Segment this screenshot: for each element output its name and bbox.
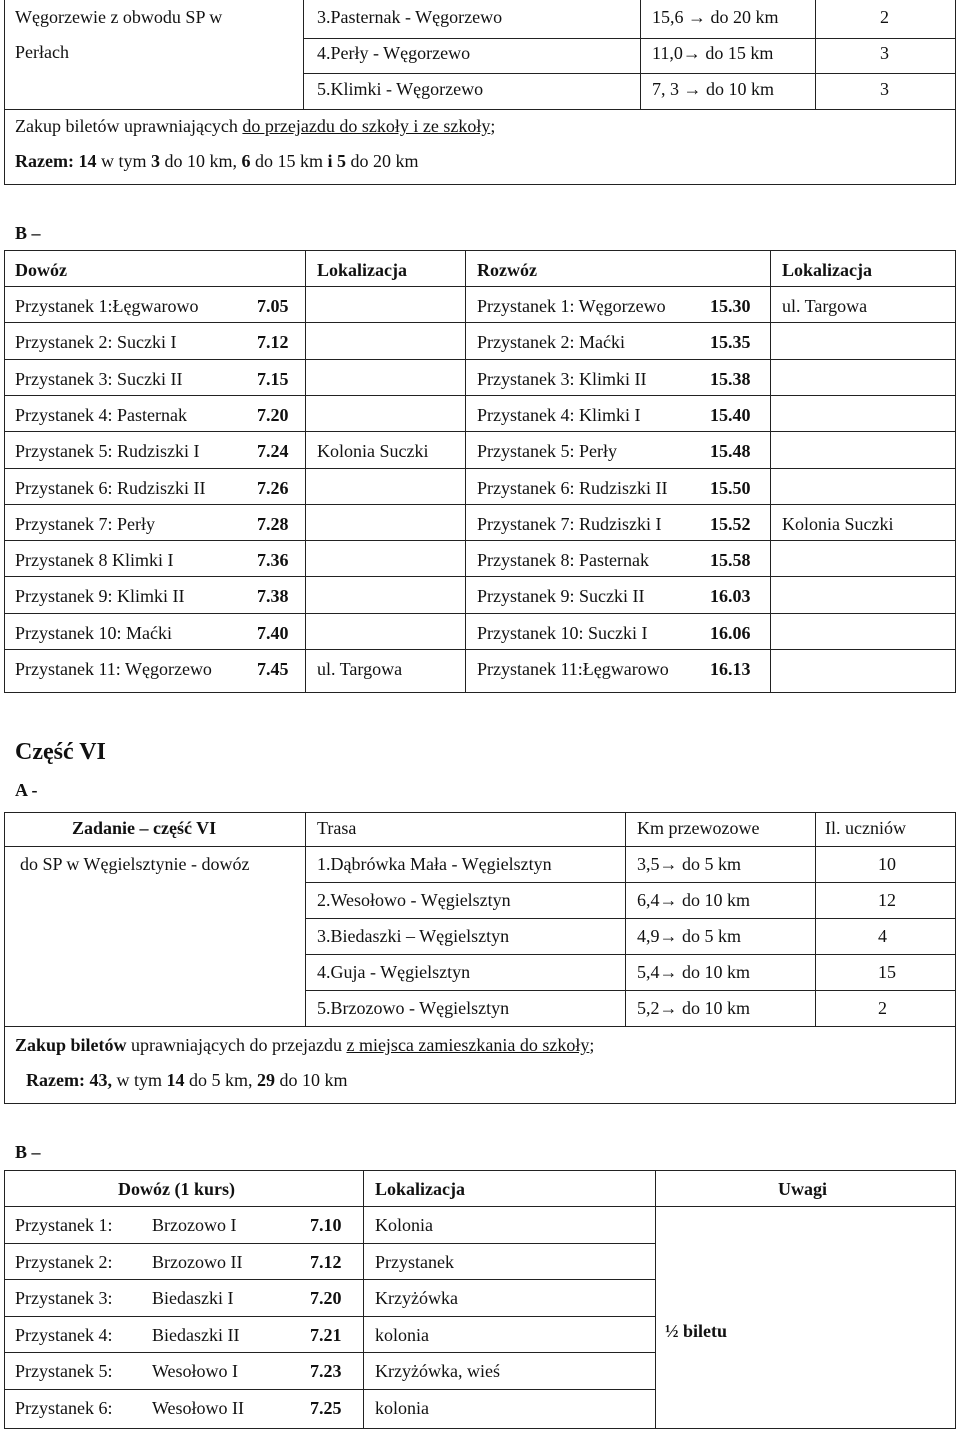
stop-rozwoz: Przystanek 2: Maćki: [477, 332, 625, 352]
route-km: 3,5→ do 5 km: [637, 854, 742, 874]
route-name: 5.Klimki - Węgorzewo: [317, 79, 484, 99]
part-title: Część VI: [15, 739, 106, 765]
row-divider: [4, 1352, 656, 1353]
stop-rozwoz: Przystanek 6: Rudziszki II: [477, 478, 668, 498]
route-count: 3: [880, 43, 889, 63]
stop-time: 7.05: [257, 296, 289, 316]
route-km: 4,9→ do 5 km: [637, 926, 742, 946]
stop-name: Biedaszki I: [152, 1288, 234, 1308]
route-km: 11,0→ do 15 km: [652, 43, 774, 63]
route-count: 12: [878, 890, 896, 910]
stop-time: 15.58: [710, 550, 751, 570]
stop-rozwoz: Przystanek 10: Suczki I: [477, 623, 648, 643]
row-divider: [4, 395, 956, 396]
stop-rozwoz: Przystanek 11:Łęgwarowo: [477, 659, 669, 679]
stop-time: 16.13: [710, 659, 751, 679]
col-header-il-uczniow: Il. uczniów: [825, 818, 906, 838]
row-divider: [4, 322, 956, 323]
row-divider: [4, 431, 956, 432]
stop-time: 7.23: [310, 1361, 342, 1381]
stop-time: 7.38: [257, 586, 289, 606]
stop-time: 7.28: [257, 514, 289, 534]
stop-location: kolonia: [375, 1398, 429, 1418]
stop-time: 7.26: [257, 478, 289, 498]
stop-number: Przystanek 5:: [15, 1361, 113, 1381]
col-header-uwagi: Uwagi: [778, 1179, 827, 1199]
stop-dowoz: Przystanek 11: Węgorzewo: [15, 659, 212, 679]
stop-number: Przystanek 2:: [15, 1252, 113, 1272]
col-header-rozwoz: Rozwóz: [477, 260, 537, 280]
row-divider: [4, 468, 956, 469]
stop-time: 7.20: [257, 405, 289, 425]
zakup-note: Zakup biletów uprawniających do przejazdu z miejsca zamieszkania do szkoły;: [15, 1035, 595, 1055]
route-count: 2: [878, 998, 887, 1018]
stop-time: 7.25: [310, 1398, 342, 1418]
row-divider: [4, 649, 956, 650]
stop-time: 7.12: [310, 1252, 342, 1272]
stop-time: 7.40: [257, 623, 289, 643]
stop-number: Przystanek 6:: [15, 1398, 113, 1418]
uwagi-value: ½ biletu: [665, 1321, 728, 1341]
stop-rozwoz: Przystanek 8: Pasternak: [477, 550, 649, 570]
stop-dowoz: Przystanek 8 Klimki I: [15, 550, 174, 570]
stop-name: Brzozowo I: [152, 1215, 237, 1235]
route-name: 4.Perły - Węgorzewo: [317, 43, 471, 63]
stop-rozwoz: Przystanek 5: Perły: [477, 441, 617, 461]
col-header-dowoz: Dowóz (1 kurs): [118, 1179, 235, 1199]
stop-number: Przystanek 4:: [15, 1325, 113, 1345]
stop-rozwoz: Przystanek 9: Suczki II: [477, 586, 645, 606]
row-divider: [4, 1279, 656, 1280]
col-header-zadanie: Zadanie – część VI: [72, 818, 217, 838]
col-header-dowoz: Dowóz: [15, 260, 67, 280]
row-divider: [4, 1316, 656, 1317]
row-divider: [4, 613, 956, 614]
stop-dowoz: Przystanek 5: Rudziszki I: [15, 441, 200, 461]
col-header-lokalizacja: Lokalizacja: [782, 260, 872, 280]
zadanie-value: do SP w Węgielsztynie - dowóz: [20, 854, 250, 874]
route-count: 3: [880, 79, 889, 99]
stop-location: Przystanek: [375, 1252, 454, 1272]
razem-summary: Razem: 14 w tym 3 do 10 km, 6 do 15 km i 5 do 20 km: [15, 151, 419, 171]
row-divider: [4, 1389, 656, 1390]
stop-time: 7.10: [310, 1215, 342, 1235]
stop-name: Wesołowo II: [152, 1398, 245, 1418]
stop-rozwoz: Przystanek 3: Klimki II: [477, 369, 647, 389]
stop-time: 7.15: [257, 369, 289, 389]
route-km: 5,2→ do 10 km: [637, 998, 751, 1018]
route-count: 2: [880, 7, 889, 27]
row-divider: [4, 359, 956, 360]
stop-number: Przystanek 1:: [15, 1215, 113, 1235]
col-header-km: Km przewozowe: [637, 818, 760, 838]
stop-location: ul. Targowa: [317, 659, 403, 679]
route-count: 15: [878, 962, 896, 982]
row-divider: [4, 576, 956, 577]
stop-time: 15.38: [710, 369, 751, 389]
stop-time: 7.24: [257, 441, 289, 461]
row-divider: [4, 1243, 656, 1244]
stop-number: Przystanek 3:: [15, 1288, 113, 1308]
stop-name: Brzozowo II: [152, 1252, 243, 1272]
stop-location: Krzyżówka, wieś: [375, 1361, 500, 1381]
school-label-line1: Węgorzewie z obwodu SP w: [15, 7, 223, 27]
col-header-trasa: Trasa: [317, 818, 357, 838]
stop-rozwoz: Przystanek 7: Rudziszki I: [477, 514, 662, 534]
stop-time: 15.50: [710, 478, 751, 498]
stop-dowoz: Przystanek 9: Klimki II: [15, 586, 185, 606]
section-a-label: A -: [15, 780, 38, 800]
row-divider: [4, 504, 956, 505]
stop-time: 16.03: [710, 586, 751, 606]
razem-summary: Razem: 43, w tym 14 do 5 km, 29 do 10 km: [26, 1070, 348, 1090]
zakup-note: Zakup biletów uprawniających do przejazdu do szkoły i ze szkoły;: [15, 116, 496, 136]
section-b-label: B –: [15, 1142, 41, 1162]
stop-rozwoz: Przystanek 4: Klimki I: [477, 405, 641, 425]
route-km: 15,6 → do 20 km: [652, 7, 779, 27]
school-label-line2: Perłach: [15, 42, 69, 62]
row-divider: [4, 286, 956, 287]
stop-dowoz: Przystanek 3: Suczki II: [15, 369, 183, 389]
stop-time: 7.20: [310, 1288, 342, 1308]
route-name: 3.Pasternak - Węgorzewo: [317, 7, 503, 27]
stop-dowoz: Przystanek 4: Pasternak: [15, 405, 187, 425]
stop-location: ul. Targowa: [782, 296, 868, 316]
stop-time: 15.30: [710, 296, 751, 316]
stop-time: 7.36: [257, 550, 289, 570]
stop-dowoz: Przystanek 2: Suczki I: [15, 332, 177, 352]
stop-name: Wesołowo I: [152, 1361, 239, 1381]
route-count: 10: [878, 854, 896, 874]
stop-time: 7.21: [310, 1325, 342, 1345]
route-name: 1.Dąbrówka Mała - Węgielsztyn: [317, 854, 552, 874]
stop-time: 15.52: [710, 514, 751, 534]
stop-time: 15.48: [710, 441, 751, 461]
route-km: 6,4→ do 10 km: [637, 890, 751, 910]
route-km: 5,4→ do 10 km: [637, 962, 751, 982]
route-km: 7, 3 → do 10 km: [652, 79, 775, 99]
stop-location: Krzyżówka: [375, 1288, 458, 1308]
stop-location: Kolonia: [375, 1215, 433, 1235]
stop-time: 15.35: [710, 332, 751, 352]
stop-dowoz: Przystanek 1:Łęgwarowo: [15, 296, 199, 316]
stop-name: Biedaszki II: [152, 1325, 240, 1345]
col-header-lokalizacja: Lokalizacja: [375, 1179, 465, 1199]
stop-time: 7.12: [257, 332, 289, 352]
stop-dowoz: Przystanek 6: Rudziszki II: [15, 478, 206, 498]
row-divider: [4, 540, 956, 541]
route-name: 4.Guja - Węgielsztyn: [317, 962, 471, 982]
stop-location: Kolonia Suczki: [782, 514, 894, 534]
stop-time: 15.40: [710, 405, 751, 425]
route-name: 3.Biedaszki – Węgielsztyn: [317, 926, 510, 946]
route-count: 4: [878, 926, 887, 946]
stop-rozwoz: Przystanek 1: Węgorzewo: [477, 296, 666, 316]
stop-dowoz: Przystanek 10: Maćki: [15, 623, 172, 643]
col-header-lokalizacja: Lokalizacja: [317, 260, 407, 280]
stop-dowoz: Przystanek 7: Perły: [15, 514, 155, 534]
stop-location: Kolonia Suczki: [317, 441, 429, 461]
section-b-label: B –: [15, 223, 41, 243]
stop-time: 16.06: [710, 623, 751, 643]
stop-time: 7.45: [257, 659, 289, 679]
route-name: 5.Brzozowo - Węgielsztyn: [317, 998, 510, 1018]
route-name: 2.Wesołowo - Węgielsztyn: [317, 890, 511, 910]
stop-location: kolonia: [375, 1325, 429, 1345]
